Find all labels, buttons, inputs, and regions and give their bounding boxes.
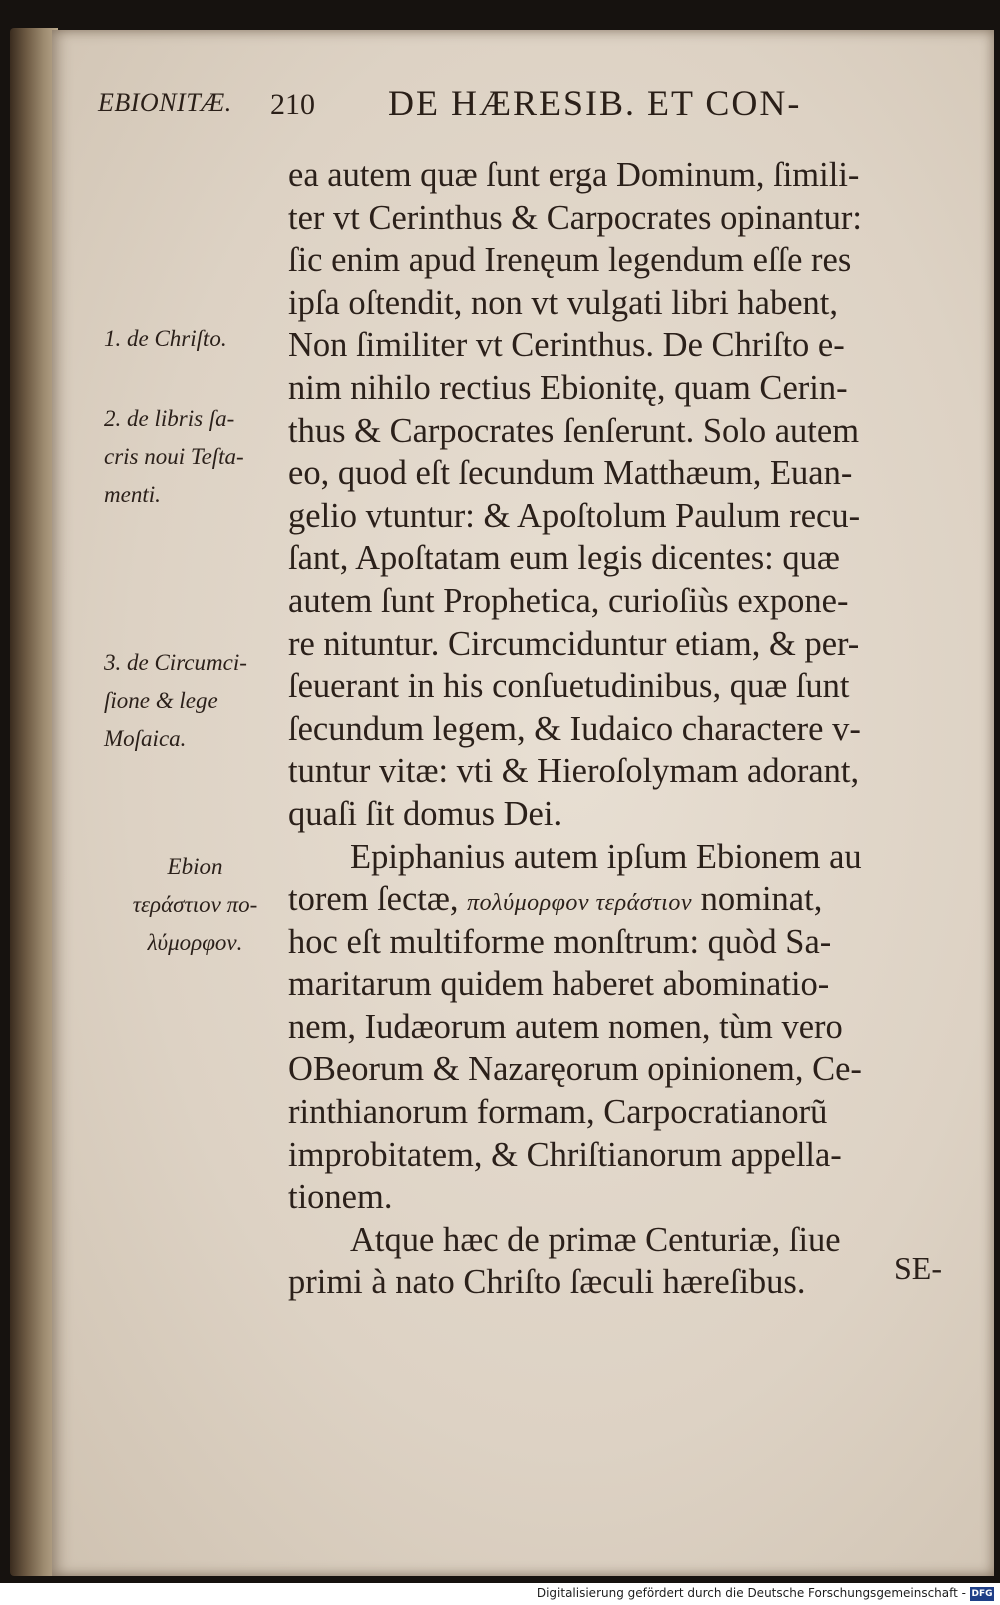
main-text — [288, 154, 988, 1304]
marginal-line: cris noui Teſta- — [104, 444, 244, 469]
marginal-line: 1. de Chriſto. — [104, 326, 227, 351]
running-head-left: EBIONITÆ. — [98, 88, 232, 117]
text-line: improbitatem, & Chriſtianorum appella- — [288, 1135, 842, 1174]
text-line: Non ſimiliter vt Cerinthus. De Chriſto e- — [288, 326, 845, 365]
marginal-line: Moſaica. — [104, 726, 187, 751]
text-line: ter vt Cerinthus & Carpocrates opinantur: — [288, 198, 862, 237]
marginal-line: 3. de Circumci- — [104, 650, 247, 675]
marginal-note-circumcision — [104, 644, 286, 758]
text-line: nem, Iudæorum autem nomen, tùm vero — [288, 1007, 843, 1046]
book-spine — [10, 28, 58, 1576]
text-line: re nituntur. Circumciduntur etiam, & per- — [288, 624, 860, 663]
text-line: maritarum quidem haberet abominatio- — [288, 965, 830, 1004]
text-line: tuntur vitæ: vti & Hieroſolymam adorant, — [288, 752, 860, 791]
greek-phrase: πολύμορφον τεράστιον — [467, 890, 692, 917]
marginal-line: Ebion — [167, 854, 223, 879]
book-page — [52, 30, 994, 1576]
text-line: primi à nato Chriſto ſæculi hæreſibus. — [288, 1263, 806, 1302]
marginal-note-scripture — [104, 400, 286, 514]
text-line: eo, quod eſt ſecundum Matthæum, Euan- — [288, 454, 853, 493]
text-line: ſant, Apoſtatam eum legis dicentes: quæ — [288, 539, 840, 578]
text-line: ea autem quæ ſunt erga Dominum, ſimili- — [288, 156, 860, 194]
footer-credit: Digitalisierung gefördert durch die Deutsche Forschungsgemeinschaft - — [536, 1586, 966, 1600]
digitization-footer — [0, 1583, 1000, 1605]
marginal-note-christ — [104, 320, 286, 358]
paragraph-3-first-line: Atque hæc de primæ Centuriæ, ſiue — [350, 1220, 841, 1259]
marginal-line: τεράστιον πο- — [132, 892, 258, 917]
text-line: ipſa oſtendit, non vt vulgati libri habent, — [288, 283, 838, 322]
text-line: OBeorum & Nazaręorum opinionem, Ce- — [288, 1050, 862, 1089]
paragraph-2-first-line: Epiphanius autem ipſum Ebionem au — [350, 837, 862, 876]
page-header — [52, 82, 994, 132]
text-line: nim nihilo rectius Ebionitę, quam Cerin- — [288, 368, 848, 407]
text-line: thus & Carpocrates ſenſerunt. Solo autem — [288, 411, 860, 450]
text-fragment: torem ſectæ, — [288, 880, 459, 919]
marginal-line: menti. — [104, 482, 161, 507]
text-line: gelio vtuntur: & Apoſtolum Paulum recu- — [288, 496, 861, 535]
text-line: ſecundum legem, & Iudaico charactere v- — [288, 709, 861, 748]
marginal-line: ſione & lege — [104, 688, 218, 713]
marginal-note-ebion — [104, 848, 286, 962]
text-fragment: nominat, — [700, 880, 823, 919]
marginal-line: 2. de libris ſa- — [104, 406, 235, 431]
paragraph-2-greek-line — [288, 878, 988, 921]
text-line: quaſi ſit domus Dei. — [288, 794, 563, 833]
page-number: 210 — [270, 88, 315, 121]
marginal-line: λύμορφον. — [147, 930, 243, 955]
running-head-title: DE HÆRESIB. ET CON- — [388, 83, 802, 123]
text-line: tionem. — [288, 1178, 393, 1217]
text-line: rinthianorum formam, Carpocratianorũ — [288, 1093, 828, 1132]
dfg-logo: DFG — [971, 1589, 993, 1599]
text-line: hoc eſt multiforme monſtrum: quòd Sa- — [288, 922, 832, 961]
catchword: SE- — [894, 1250, 942, 1286]
text-line: autem ſunt Prophetica, curioſiùs expone- — [288, 581, 849, 620]
text-line: ſeuerant in his conſuetudinibus, quæ ſunt — [288, 667, 850, 706]
text-line: ſic enim apud Irenęum legendum eſſe res — [288, 241, 852, 280]
